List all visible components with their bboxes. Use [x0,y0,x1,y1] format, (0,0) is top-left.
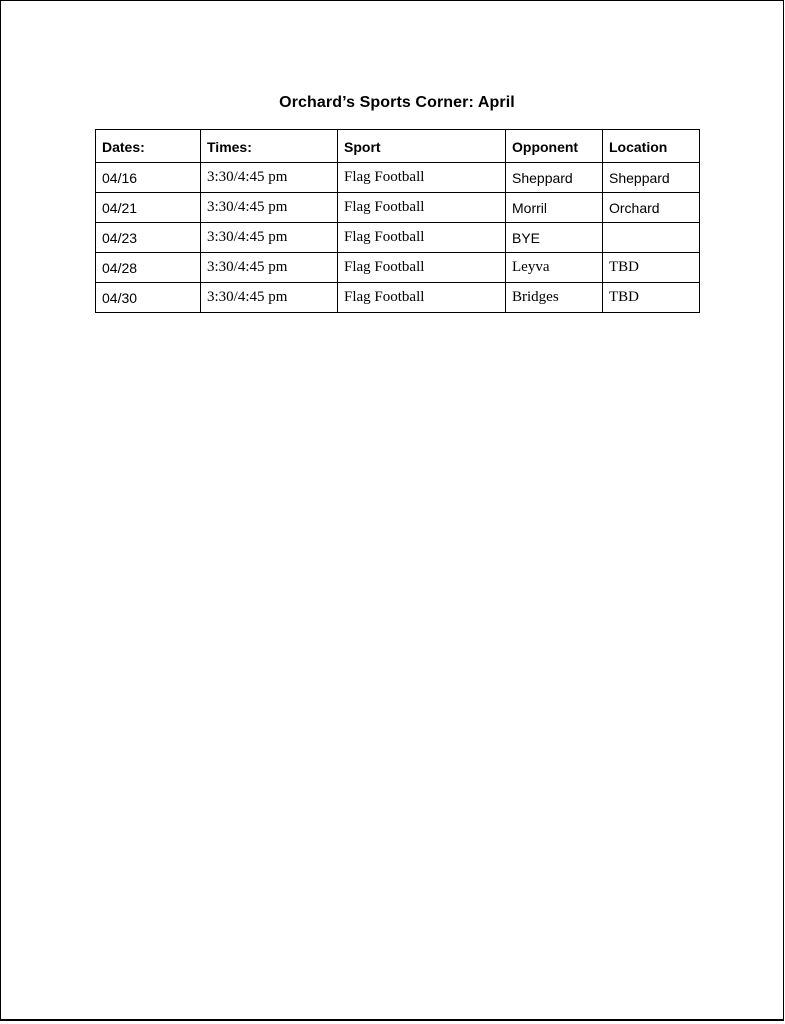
schedule-table [95,129,700,313]
cell-time: 3:30/4:45 pm [201,193,338,223]
cell-opponent: Leyva [506,253,603,283]
header-dates: Dates: [96,130,201,163]
cell-time: 3:30/4:45 pm [201,223,338,253]
cell-date: 04/21 [96,193,201,223]
document-title: Orchard’s Sports Corner: April [279,94,515,111]
cell-time: 3:30/4:45 pm [201,283,338,313]
cell-opponent: Bridges [506,283,603,313]
cell-location: Orchard [603,193,700,223]
cell-opponent: Morril [506,193,603,223]
cell-opponent: BYE [506,223,603,253]
table-row [96,253,700,283]
cell-sport: Flag Football [338,283,506,313]
table-row [96,223,700,253]
cell-date: 04/30 [96,283,201,313]
cell-sport: Flag Football [338,193,506,223]
cell-date: 04/28 [96,253,201,283]
cell-opponent: Sheppard [506,163,603,193]
cell-date: 04/16 [96,163,201,193]
cell-time: 3:30/4:45 pm [201,253,338,283]
cell-location: Sheppard [603,163,700,193]
cell-date: 04/23 [96,223,201,253]
cell-sport: Flag Football [338,253,506,283]
header-times: Times: [201,130,338,163]
table-row [96,163,700,193]
cell-sport: Flag Football [338,223,506,253]
header-location: Location [603,130,700,163]
cell-location [603,223,700,253]
table-row [96,283,700,313]
table-row [96,193,700,223]
cell-location: TBD [603,253,700,283]
cell-sport: Flag Football [338,163,506,193]
header-sport: Sport [338,130,506,163]
header-opponent: Opponent [506,130,603,163]
table-header-row [96,130,700,163]
cell-location: TBD [603,283,700,313]
cell-time: 3:30/4:45 pm [201,163,338,193]
